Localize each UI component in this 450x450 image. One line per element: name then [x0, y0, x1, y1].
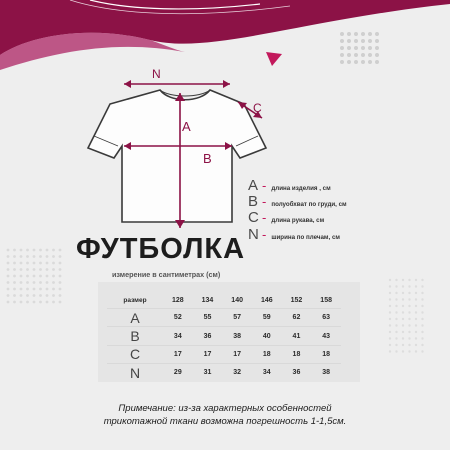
label-b: B	[203, 151, 212, 166]
note-line-2: трикотажной ткани возможна погрешность 1-1,5см.	[103, 416, 347, 427]
legend-letter: C	[248, 209, 259, 227]
legend-dash: -	[262, 194, 267, 210]
size-column-header: размер	[123, 297, 147, 304]
legend-description: полуобхват по груди, см	[271, 201, 347, 209]
legend-letter: A	[248, 177, 259, 194]
legend-item	[248, 177, 448, 193]
legend-dash: -	[262, 178, 267, 193]
table-cell: 34	[262, 369, 271, 377]
label-c: C	[253, 101, 262, 115]
table-cell: 17	[173, 350, 182, 358]
table-header-row	[107, 293, 341, 309]
table-cell: 62	[292, 314, 301, 322]
table-cell: 38	[322, 369, 331, 377]
legend-description: ширина по плечам, см	[271, 233, 340, 241]
table-row	[107, 309, 341, 327]
table-row	[107, 327, 341, 345]
legend-item	[248, 209, 448, 225]
table-cell: 36	[203, 332, 212, 340]
table-cell: 36	[292, 369, 301, 377]
table-cell: 43	[322, 332, 331, 340]
table-cell: 41	[292, 332, 301, 340]
size-header-cell: 152	[290, 297, 303, 304]
table-cell: 29	[173, 369, 182, 377]
size-header-cell: 134	[201, 297, 214, 304]
table-cell: 31	[203, 369, 212, 377]
product-title: ФУТБОЛКА	[76, 233, 246, 265]
table-cell: 63	[322, 314, 331, 322]
table-cell: 38	[233, 332, 242, 340]
legend-description: длина рукава, см	[271, 217, 325, 225]
table-cell: 18	[262, 350, 271, 358]
legend-dash: -	[262, 226, 267, 242]
size-table	[107, 293, 341, 382]
size-header-cell: 128	[171, 297, 184, 304]
table-cell: 34	[173, 332, 182, 340]
table-cell: 59	[262, 314, 271, 322]
legend-item	[248, 226, 448, 242]
label-n: N	[152, 67, 161, 81]
row-label: A	[130, 309, 140, 326]
units-subtitle: измерение в сантиметрах (см)	[112, 270, 221, 279]
row-label: C	[129, 346, 141, 363]
legend-letter: N	[248, 225, 259, 243]
label-a: A	[182, 119, 191, 134]
table-cell: 18	[322, 350, 331, 358]
legend-letter: B	[248, 193, 259, 211]
measurement-legend	[248, 177, 448, 242]
size-header-cell: 140	[231, 297, 243, 304]
size-header-cell: 146	[260, 297, 273, 304]
row-label: B	[130, 328, 140, 345]
table-row	[107, 364, 341, 382]
legend-description: длина изделия , см	[271, 185, 331, 192]
table-cell: 40	[262, 332, 271, 340]
row-label: N	[129, 364, 141, 381]
legend-dash: -	[262, 210, 267, 226]
legend-item	[248, 193, 448, 209]
note-text	[0, 402, 450, 428]
note-line-1: Примечание: из-за характерных особенностей	[118, 403, 332, 414]
tshirt-outline	[88, 90, 266, 222]
table-cell: 18	[292, 350, 301, 358]
table-row	[107, 345, 341, 363]
table-cell: 55	[203, 314, 212, 322]
dimension-arrow-n	[124, 80, 230, 88]
table-cell: 57	[233, 314, 242, 322]
size-header-cell: 158	[320, 297, 332, 304]
table-cell: 52	[173, 314, 182, 322]
table-cell: 17	[233, 350, 242, 358]
table-cell: 17	[203, 350, 212, 358]
table-cell: 32	[233, 369, 242, 377]
